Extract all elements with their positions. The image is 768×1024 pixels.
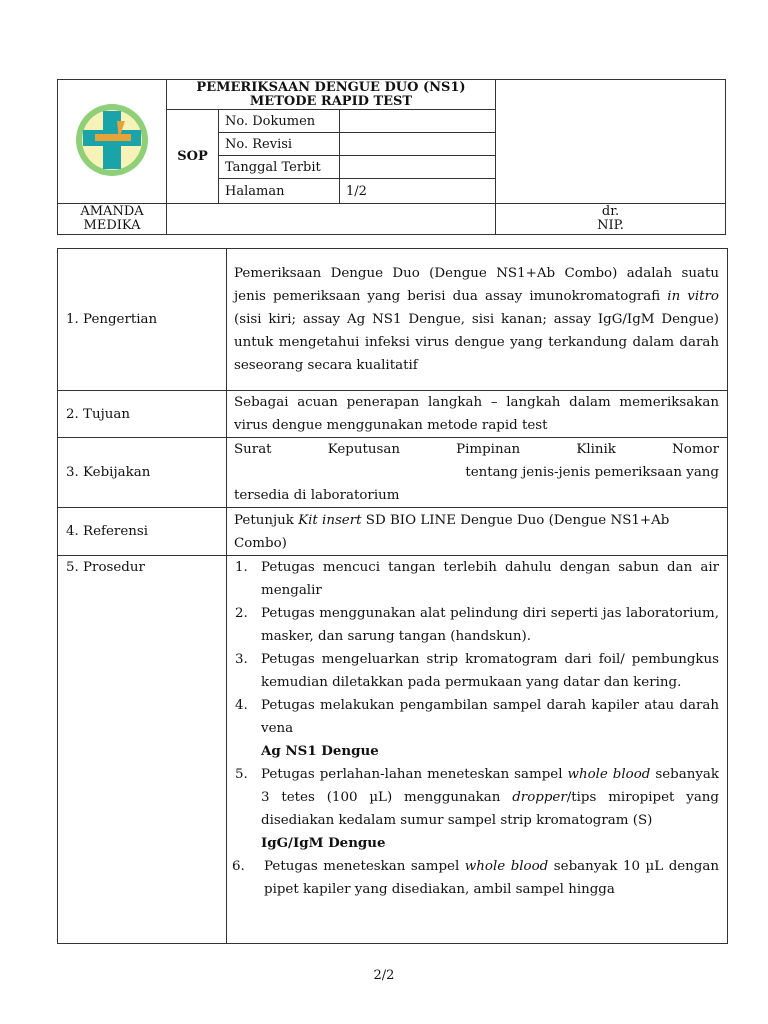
section-label-tujuan: 2. Tujuan bbox=[58, 391, 227, 438]
sop-content-table bbox=[57, 248, 728, 944]
procedure-steps bbox=[234, 556, 719, 901]
signature-block bbox=[496, 204, 726, 235]
section-text-pengertian bbox=[227, 249, 728, 391]
section-text-prosedur bbox=[227, 556, 728, 944]
pengertian-text-a: Pemeriksaan Dengue Duo (Dengue NS1+Ab Combo) adalah suatu jenis pemeriksaan yang berisi dua assay imunokromatografi bbox=[234, 266, 719, 304]
section-text-referensi bbox=[227, 508, 728, 556]
kebijakan-line-1: Surat Keputusan Pimpinan Klinik Nomor bbox=[234, 442, 719, 457]
meta-value bbox=[340, 110, 496, 133]
referensi-text-b: SD BIO LINE Dengue Duo (Dengue NS1+Ab Combo) bbox=[234, 512, 670, 551]
kebijakan-line-3: tersedia di laboratorium bbox=[234, 488, 400, 503]
step6-text-a: Petugas meneteskan sampel bbox=[264, 859, 465, 874]
section-row bbox=[58, 391, 728, 438]
section-row bbox=[58, 249, 728, 391]
empty-header-cell bbox=[496, 80, 726, 204]
title-line-1: PEMERIKSAAN DENGUE DUO (NS1) bbox=[196, 79, 466, 95]
organization-name bbox=[58, 204, 167, 235]
title-line-2: METODE RAPID TEST bbox=[249, 93, 413, 109]
section-label-kebijakan: 3. Kebijakan bbox=[58, 438, 227, 508]
meta-value bbox=[340, 156, 496, 179]
pengertian-text-b: (sisi kiri; assay Ag NS1 Dengue, sisi kanan; assay IgG/IgM Dengue) untuk mengetahui infeksi virus dengue yang terkandung dalam darah seseorang secara kualitatif bbox=[234, 312, 719, 373]
kebijakan-line-2: tentang jenis-jenis pemeriksaan yang bbox=[465, 465, 719, 480]
section-row bbox=[58, 438, 728, 508]
subheading-igg-igm: IgG/IgM Dengue bbox=[261, 835, 386, 851]
step-text: Petugas mencuci tangan terlebih dahulu dengan sabun dan air mengalir bbox=[261, 560, 719, 598]
step-text: Petugas mengeluarkan strip kromatogram dari foil/ pembungkus kemudian diletakkan pada permukaan yang datar dan kering. bbox=[261, 652, 719, 690]
org-line-1: AMANDA bbox=[80, 204, 144, 219]
step5-text-a: Petugas perlahan-lahan meneteskan sampel bbox=[261, 767, 568, 782]
signature-nip: NIP. bbox=[597, 218, 624, 233]
step6-italic: whole blood bbox=[464, 859, 549, 874]
step-number: 1. bbox=[235, 560, 248, 575]
subheading-ag-ns1: Ag NS1 Dengue bbox=[261, 743, 379, 759]
step5-italic-1: whole blood bbox=[567, 767, 651, 782]
step6-text-b: sebanyak 10 µL dengan pipet kapiler yang disediakan, ambil sampel hingga bbox=[264, 859, 719, 897]
meta-value: 1/2 bbox=[340, 179, 496, 204]
step-number: 4. bbox=[235, 698, 248, 713]
meta-value bbox=[340, 133, 496, 156]
section-row bbox=[58, 556, 728, 944]
document-title bbox=[167, 80, 496, 110]
org-line-2: MEDIKA bbox=[83, 218, 141, 233]
step-number: 3. bbox=[235, 652, 248, 667]
section-row bbox=[58, 508, 728, 556]
section-text-tujuan: Sebagai acuan penerapan langkah – langkah dalam memeriksakan virus dengue menggunakan metode rapid test bbox=[227, 391, 728, 438]
section-label-pengertian: 1. Pengertian bbox=[58, 249, 227, 391]
section-label-prosedur: 5. Prosedur bbox=[58, 556, 227, 944]
referensi-italic: Kit insert bbox=[298, 512, 362, 528]
meta-label: Tanggal Terbit bbox=[219, 156, 340, 179]
procedure-step bbox=[234, 602, 719, 648]
procedure-step bbox=[234, 855, 719, 901]
referensi-text-a: Petunjuk bbox=[234, 512, 299, 528]
step5-text-b: sebanyak 3 tetes (100 µL) menggunakan bbox=[261, 767, 719, 805]
sop-label: SOP bbox=[167, 110, 219, 204]
page-number: 2/2 bbox=[373, 968, 395, 983]
procedure-step bbox=[234, 694, 719, 740]
logo-cell bbox=[58, 80, 167, 204]
step-text: Petugas menggunakan alat pelindung diri seperti jas laboratorium, masker, dan sarung tangan (handskun). bbox=[261, 606, 719, 644]
step-number: 2. bbox=[235, 606, 248, 621]
meta-label: No. Revisi bbox=[219, 133, 340, 156]
section-label-referensi: 4. Referensi bbox=[58, 508, 227, 556]
pengertian-italic: in vitro bbox=[667, 289, 719, 304]
step-text: Petugas melakukan pengambilan sampel darah kapiler atau darah vena bbox=[261, 698, 719, 736]
meta-label: Halaman bbox=[219, 179, 340, 204]
step5-italic-2: dropper bbox=[512, 790, 567, 805]
meta-label: No. Dokumen bbox=[219, 110, 340, 133]
step5-text-c: /tips miropipet yang disediakan kedalam sumur sampel strip kromatogram (S) bbox=[261, 790, 719, 828]
clinic-logo-icon bbox=[73, 101, 151, 179]
step-number: 5. bbox=[235, 767, 248, 782]
procedure-step bbox=[234, 648, 719, 694]
signature-title: dr. bbox=[601, 204, 620, 219]
sop-header-table bbox=[57, 79, 726, 235]
section-text-kebijakan bbox=[227, 438, 728, 508]
procedure-step bbox=[234, 763, 719, 832]
empty-middle-cell bbox=[167, 204, 496, 235]
procedure-step bbox=[234, 556, 719, 602]
step-number: 6. bbox=[232, 859, 245, 874]
